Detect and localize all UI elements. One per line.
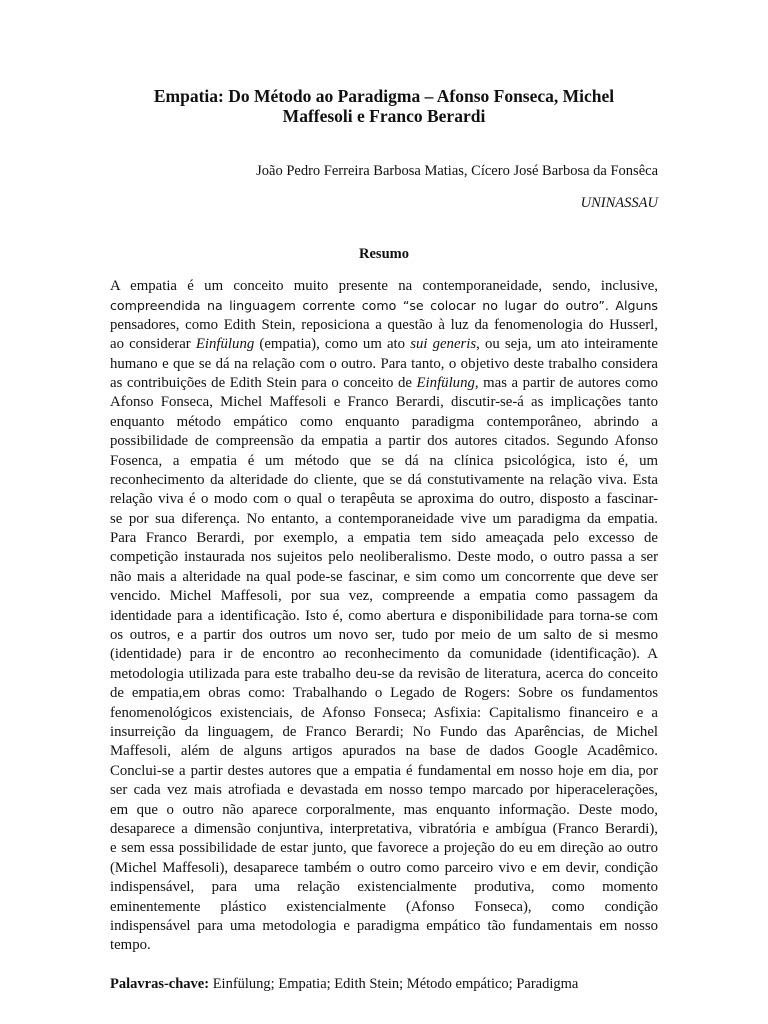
- abstract-line: eminentemente plástico existencialmente (Afonso Fonseca), como condição: [110, 898, 658, 915]
- abstract-line: Maffesoli, além de alguns artigos apurados na base de dados Google Acadêmico.: [110, 743, 658, 760]
- document-title: [110, 86, 658, 126]
- abstract-line: as contribuições de Edith Stein para o conceito de Einfülung, mas a partir de autores como: [110, 374, 658, 391]
- abstract-line: pensadores, como Edith Stein, reposiciona a questão à luz da fenomenologia do Husserl,: [110, 316, 658, 333]
- abstract-line: tempo.: [110, 937, 151, 954]
- abstract-line: ser cada vez mais atrofiada e devastada em nosso tempo marcado por hiperacelerações,: [110, 782, 658, 799]
- abstract-line: se por sua diferença. No entanto, a contemporaneidade vive um paradigma da empatia.: [110, 510, 658, 527]
- keywords-label: Palavras-chave:: [110, 976, 210, 992]
- abstract-line: não mais a alteridade na qual pode-se fascinar, e sim como um concorrente que deve ser: [110, 568, 658, 585]
- authors: João Pedro Ferreira Barbosa Matias, Cícero José Barbosa da Fonsêca: [256, 163, 658, 179]
- abstract-line: metodologia utilizada para este trabalho deu-se da revisão de literatura, acerca do conceito: [110, 665, 658, 682]
- keywords: [110, 975, 658, 993]
- abstract-line: Conclui-se a partir destes autores que a empatia é fundamental em nosso hoje em dia, por: [110, 762, 658, 779]
- abstract-line: os outros, e a partir dos outros um novo ser, tudo por meio de um salto de si mesmo: [110, 627, 658, 644]
- keywords-text: Einfülung; Empatia; Edith Stein; Método empático; Paradigma: [209, 976, 579, 992]
- abstract-line: insurreição da linguagem, de Franco Berardi; No Fundo das Aparências, de Michel: [110, 723, 658, 740]
- abstract-line: relação viva é o modo com o qual o terapêuta se aproxima do outro, disposto a fascinar-: [110, 491, 658, 508]
- title-line-1: Empatia: Do Método ao Paradigma – Afonso Fonseca, Michel: [153, 86, 615, 106]
- abstract-line: e sem essa possibilidade de estar junto, que favorece a projeção do eu em direção ao outro: [110, 840, 658, 857]
- abstract-line: A empatia é um conceito muito presente na contemporaneidade, sendo, inclusive,: [110, 278, 658, 294]
- affiliation: UNINASSAU: [580, 195, 658, 211]
- abstract-line: ao considerar Einfülung (empatia), como um ato sui generis, ou seja, um ato inteiramente: [110, 336, 658, 353]
- abstract-line: fenomenológicos existenciais, de Afonso Fonseca; Asfixia: Capitalismo financeiro e a: [110, 704, 658, 721]
- abstract-line: possibilidade de compreensão da empatia a partir dos autores citados. Segundo Afonso: [110, 433, 658, 450]
- abstract-line: (Michel Maffesoli), desaparece também o outro como parceiro vivo e em devir, condição: [110, 859, 658, 876]
- abstract-line: compreendida na linguagem corrente como “se colocar no lugar do outro”. Alguns: [110, 298, 658, 314]
- abstract-body: [110, 277, 658, 956]
- abstract-line: vencido. Michel Maffesoli, por sua vez, compreende a empatia como passagem da: [110, 588, 658, 605]
- italic-term: Einfülung: [195, 336, 255, 353]
- abstract-line: Para Franco Berardi, por exemplo, a empatia tem sido ameaçada pelo excesso de: [110, 530, 658, 547]
- title-line-2: Maffesoli e Franco Berardi: [282, 106, 486, 126]
- abstract-line: de empatia,em obras como: Trabalhando o Legado de Rogers: Sobre os fundamentos: [110, 685, 658, 702]
- abstract-line: indispensável, para uma relação existencialmente produtiva, como momento: [110, 879, 658, 896]
- abstract-line: reconhecimento da alteridade do cliente, que se dá constutivamente na relação viva. Esta: [110, 471, 658, 488]
- abstract-line: identidade para a identificação. Isto é, como abertura e disponibilidade para torna-se com: [110, 607, 658, 624]
- abstract-line: indispensável para uma metodologia e paradigma empático tão fundamentais em nosso: [110, 917, 658, 934]
- abstract-line: humano e que se dá na relação com o outro. Para tanto, o objetivo deste trabalho considera: [110, 355, 658, 372]
- abstract-heading: Resumo: [359, 246, 409, 262]
- abstract-line: em que o outro não aparece corporalmente, mas enquanto informação. Deste modo,: [110, 801, 658, 818]
- abstract-line: enquanto método empático como enquanto paradigma contemporâneo, abrindo a: [110, 413, 658, 430]
- abstract-line: Fosenca, a empatia é um método que se dá na clínica psicológica, isto é, um: [110, 452, 658, 469]
- abstract-line: (identidade) para ir de encontro ao reconhecimento da comunidade (identificação). A: [110, 646, 658, 663]
- abstract-line: Afonso Fonseca, Michel Maffesoli e Franco Berardi, discutir-se-á as implicações tanto: [110, 394, 658, 411]
- abstract-line: desaparece a dimensão conjuntiva, interpretativa, vibratória e ambígua (Franco Berardi),: [110, 820, 658, 837]
- italic-term: sui generis: [410, 336, 477, 353]
- italic-term: Einfülung: [416, 374, 475, 391]
- abstract-line: competição instaurada nos sujeitos pelo neoliberalismo. Deste modo, o outro passa a ser: [110, 549, 658, 566]
